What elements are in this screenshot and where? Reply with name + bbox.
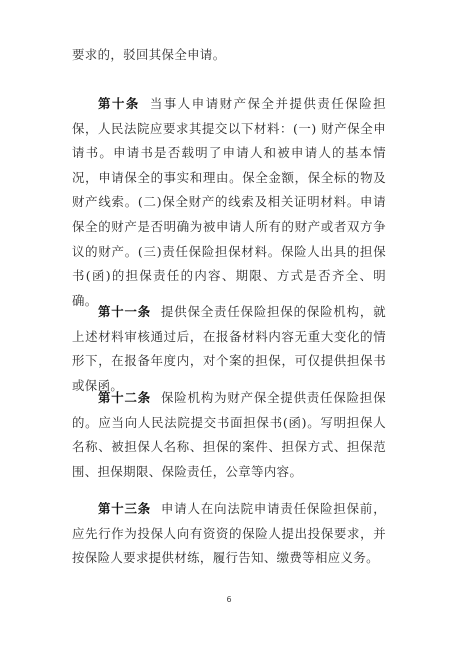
article-heading: 第十条 [98,96,140,111]
page-number: 6 [226,595,232,604]
article-heading: 第十二条 [98,390,152,405]
article-11 [72,300,386,398]
paragraph-continuation [72,43,386,68]
article-heading: 第十三条 [98,501,152,516]
paragraph-text: 要求的，驳回其保全申请。 [72,47,226,62]
article-12 [72,386,386,484]
paragraph-text: 当事人申请财产保全并提供责任保险担保，人民法院应要求其提交以下材料：(一) 财产保全申请书。申请书是否载明了申请人和被申请人的基本情况，申请保全的事实和理由。保全金额，保全标的物及财产线索。(二)保全财产的线索及相关证明材料。申请保全的财产是否明确为被申请人所有的财产或者双方争议的财产。(三)责任保险担保材料。保险人出具的担保书(函)的担保责任的内容、期限、方式是否齐全、明确。 [72,96,386,308]
paragraph-text: 保险机构为财产保全提供责任保险担保的。应当向人民法院提交书面担保书(函)。写明担保人名称、被担保人名称、担保的案件、担保方式、担保范围、担保期限、保险责任，公章等内容。 [72,390,386,479]
article-heading: 第十一条 [98,304,152,319]
article-10 [72,92,386,313]
paragraph-text: 申请人在向法院申请责任保险担保前，应先行作为投保人向有资资的保险人提出投保要求，并按保险人要求提供材练，履行告知、缴费等相应义务。 [72,501,386,566]
paragraph-text: 提供保全责任保险担保的保险机构，就上述材料审核通过后，在报备材料内容无重大变化的情形下，在报备年度内，对个案的担保，可仅提供担保书或保函。 [72,304,386,393]
article-13 [72,497,386,571]
